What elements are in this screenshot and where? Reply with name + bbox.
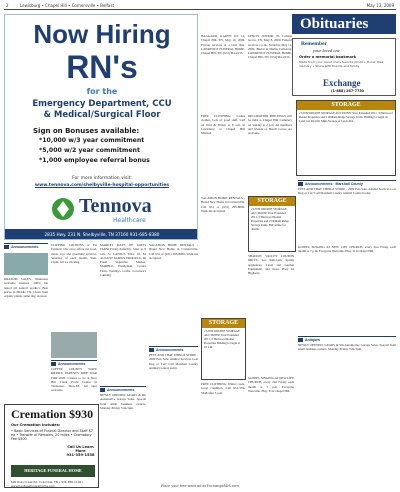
announcement-icon <box>149 348 154 352</box>
cremation-phone: 931-359-1558 <box>66 453 95 457</box>
section-header-marshall: Announcements · Marshall County <box>298 180 396 186</box>
section-header-lost: Announcements <box>100 386 146 392</box>
page-footer: Place your free want ad at ExchangeADS.com <box>161 484 239 488</box>
exchange-logo: Exchange <box>323 78 361 88</box>
ad-headline-rns: RN's <box>66 49 138 85</box>
cremation-items: • Basic Services of Funeral Director and Staff $7 ea • Transfer of Remains, 20 miles • Crematory Fee $300 <box>11 429 93 442</box>
heritage-funeral-home-logo: HERITAGE FUNERAL HOME <box>11 465 95 477</box>
lower-notice-b: PETS AND THAT THINGS STORE - 2009 Pets Sale. Animal Services Lost Dog or Cat? Call Marshall County Animal Control today. <box>149 353 198 370</box>
section-header-free: Announcements <box>149 346 198 352</box>
announcement-icon <box>298 182 303 186</box>
announcement-icon <box>4 245 9 249</box>
storage-body: 2 UNIT ONLINE STORAGE AUCTIONS! Your Extended 2011, 3 Hartwood Rental Properties and 2 Oldham Ridge Storage Units. Bidding to begin on Land Jon Rd #16. Mini-Storage of Lewis Rd. <box>299 111 393 123</box>
ad-info-text: For more information visit: <box>72 176 132 181</box>
announcement-icon <box>51 362 56 366</box>
storage-auction-ad-2 <box>248 196 296 252</box>
right-column-text-2: GOSPEL SINGING AT NEW LIFE CHURCH, every 2nd Friday each month at 7 p.m. Everyone Welcome. Hwy 31A Chapel Hill. <box>298 245 396 254</box>
cremation-call: Call Us Learn More 931-359-1558 <box>63 445 98 457</box>
obituaries-banner <box>292 14 396 34</box>
antiques-icon <box>298 338 303 342</box>
ad-bullet: *1,000 employee referral bonus <box>39 157 150 164</box>
middle-text-1: VACATION HOME RENTALS - Brand New Home in Cornersville. Call 931 or (931) 295-8000. Walk-ins Accepted. <box>201 196 245 213</box>
announcement-icon <box>100 388 105 392</box>
lower-notice-a: NEWLY OPENED: GEARS & 9th Automotive Garage Sales. Special from small business owners. Monday-Friday 7am-5pm. <box>100 393 146 410</box>
ad-headline: Now Hiring <box>33 19 171 49</box>
pet-photo-image <box>51 332 97 358</box>
kratom-sales-notice: KRATOM SALES, Tennessee welcome licenses. 100% lab tested all natural product. Best prices in Middle TN. Clean from organic plants, same day, in-store. <box>4 277 48 299</box>
ad-department-1: Emergency Department, CCU <box>32 99 172 109</box>
issue-date: May 13, 2009 <box>366 3 394 8</box>
page-number: 2 <box>6 3 9 8</box>
middle-text-2: SHADOW VALLEY COUPON DRIVE. Sat. 9am-1pm. Spring appliances, Lawn and Garden Equipment, and more. Hwy 64 Highway. <box>248 254 294 276</box>
clipping-coupons-notice: CLIPPING COUPONS at Pet Fenders! Our store offers pet food, treats, toys and grooming services. Saturday of each month, 9am-12pm. All we clicking. <box>51 243 97 265</box>
vacation-rentals-notice: VACATION HOME RENTALS - Brand New Home in Cornersville. Call 931 or (931) 295-8000. Walk-ins Accepted. <box>149 243 198 260</box>
ad-brand-sub: Healthcare <box>113 217 146 224</box>
decoration-meeting-notice: DECORATION MEETINGS will be held at Chapel Hill Cemetery on Sunday at 2 p.m. All members and friends of Beech Grove are welcome. <box>248 114 292 136</box>
section-header-found: Announcements <box>51 360 97 366</box>
obituaries-title: Obituaries <box>300 16 369 32</box>
remember-phone: (1-888) 267-7750 <box>331 89 365 93</box>
storage-title: STORAGE <box>297 101 395 110</box>
storage-body: 2 UNIT ONLINE STORAGE AUCTIONS! Your Extended 2011, 3 Hartwood Rental Properties and 2 Oldham Ridge Storage Units. Bid online for details. <box>251 207 289 231</box>
header-rule <box>4 9 396 10</box>
coffee-county-notice: COFFEE COUNTY WAVE RIDERS: PARENTS' RIDE WAR FOR 2020. Classes to be at New Hill Creek Event Centre in Tennessee. Mon-Fri. All ages welcome. <box>51 367 97 393</box>
section-header-announcements: Announcements <box>4 243 48 249</box>
remember-cta: Order a memorial bookmark <box>299 55 357 59</box>
remember-lines: Made from your loved one's favorite photo • Honor their memory • Share with friends and family <box>299 60 384 68</box>
cremation-title: Cremation $930 <box>11 407 94 421</box>
middle-text-3: FREE CLOTHING: Winter coats, Good condition. Call 931-359-3348 after 5 p.m. <box>201 382 245 395</box>
right-column-text-1: PETS AND THAT THINGS STORE - 2009 Pets Sale. Animal Services Lost Dog or Cat? Call Marshall County Animal Control today. <box>298 187 396 196</box>
ad-department-2: & Medical/Surgical Floor <box>43 110 161 120</box>
ad-for-label: for the <box>86 87 118 96</box>
hiring-ad <box>4 14 198 240</box>
right-column-text-3: NEWLY OPENED: GEARS & 9th Automotive Garage Sales. Special from small business owners. Monday-Friday 7am-5pm. <box>298 343 396 352</box>
ad-sign-on: Sign on Bonuses available: <box>33 127 140 135</box>
cremation-includes: Our Cremation Includes: <box>11 423 61 427</box>
middle-text-4: GOSPEL SINGING AT NEW LIFE CHURCH, every 2nd Friday each month at 7 p.m. Everyone Welcome. Hwy 31A Chapel Hill. <box>248 376 294 393</box>
storage-title: STORAGE <box>202 319 245 328</box>
ad-brand: Tennova <box>79 195 152 217</box>
cremation-ad <box>4 404 99 488</box>
remember-subtitle: your loved one <box>313 48 340 53</box>
cremation-address: 600 Ross Creek Rd. Columbia, TN • 931-388-1116 • www.heritagefuneralhome.com <box>11 480 84 488</box>
masthead-towns: Lewisburg • Chapel Hill • Cornersville • Belfast <box>20 3 115 8</box>
market-days-notice: MARKET DAYS OF GOD'S FARM Friday-Saturday. Start at 8 a.m. 31 LANSUS Tribe 18, 84 AUGUST FAMILY PRODUCE, 60 Fresh Vegetable Market, MARBLE, Handyman, Cook's Farm, Tommy's Crafts, Lovelace's Canning. <box>100 243 146 278</box>
storage-auction-ad-3 <box>201 318 246 380</box>
storage-title: STORAGE <box>249 197 295 206</box>
memorial-bookmark-ad <box>292 38 396 96</box>
section-header-antiques: Antiques <box>298 336 396 342</box>
free-clothing-notice: FREE CLOTHING: Ladies clothes, Lots of good stuff. Call on Wed & Friday at 8 a.m. in Lewisburg at Chapel Hill Mission. <box>201 114 245 136</box>
remember-title: Remember <box>301 41 327 47</box>
storage-body: 2 UNIT ONLINE STORAGE AUCTIONS! Your Extended 2011, 3 Hartwood Rental Properties Bidding to begin at 10 a.m. <box>204 329 240 349</box>
obituary-lynch: LYNCH, JUNIOR: 76, College Grove, TN, May 8, 2009. Funeral services 1 p.m., Saturday, May 11, 2009. Burial in Harlin Cemetery. LAWRENCE FUNERAL HOME, Chapel Hill, TN. (931)364-2233. <box>248 34 292 60</box>
kratom-ad-image <box>4 253 48 275</box>
obituary-haggard: HAGGARD, KARYN JO: 14, Chapel Hill, TN, May 10, 2009. Private services at a later date. LAWRENCE FUNERAL HOME, Chapel Hill, TN. (931)364-2233. <box>201 34 245 56</box>
ad-address: 2835 Hwy. 231 N. Shelbyville, TN 37160 931-685-8380 <box>5 229 198 240</box>
ad-bullet: *5,000 w/2 year commitment <box>39 147 140 154</box>
ad-url-link[interactable]: www.tennova.com/shelbyville-hospital-opportunities <box>34 183 170 188</box>
ad-bullet: *10,000 w/3 year commitment <box>39 137 145 144</box>
storage-auction-ad-1 <box>296 100 396 176</box>
